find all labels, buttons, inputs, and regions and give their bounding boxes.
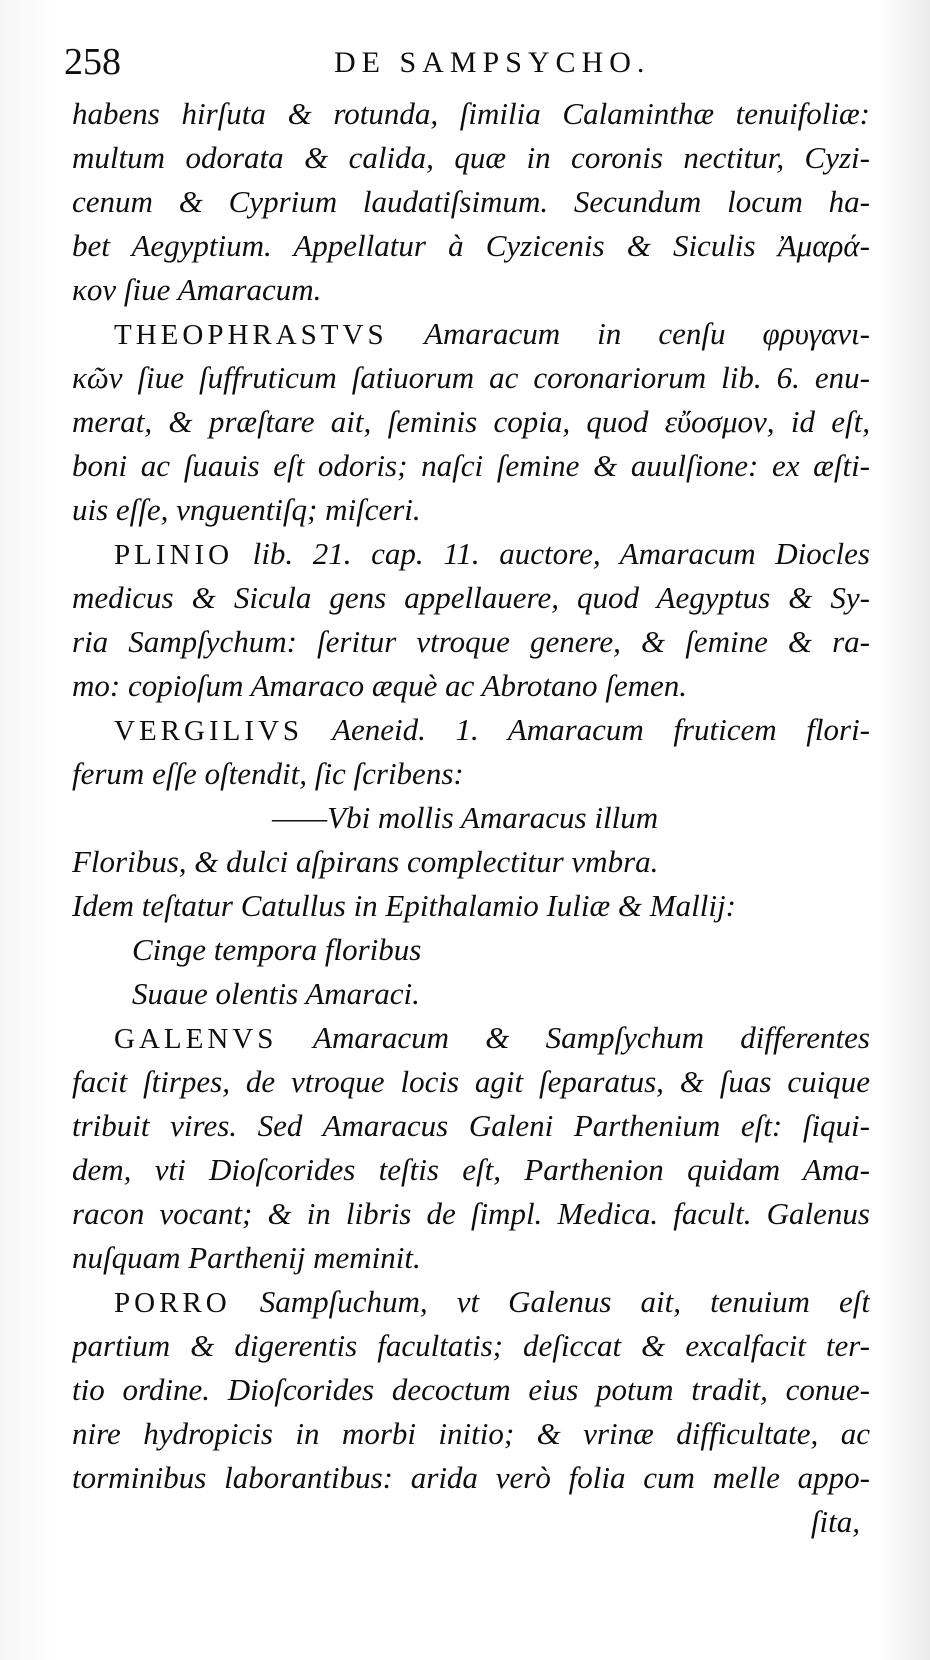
text-line: cenum & Cyprium laudatiſsimum. Secundum locum ha- [72,184,870,219]
text-line: tribuit vires. Sed Amaracus Galeni Parthenium eſt: ſiqui- [72,1108,870,1143]
text-line: tio ordine. Dioſcorides decoctum eius potum tradit, conue- [72,1372,870,1407]
paragraph-lead-word: VERGILIVS [114,715,304,747]
text-line: ferum eſſe oſtendit, ſic ſcribens: [72,756,464,791]
running-head: DE SAMPSYCHO. [334,46,651,79]
text-line: nire hydropicis in morbi initio; & vrinæ difficultate, ac [72,1416,870,1451]
verse-line: Cinge tempora floribus [132,932,422,967]
paragraph-lead-word: GALENVS [114,1023,278,1055]
paragraph-start: THEOPHRASTVS Amaracum in cenſu φρυγανι- [114,316,870,351]
text-line: torminibus laborantibus: arida verò folia cum melle appo- [72,1460,870,1495]
text-line: κον ſiue Amaracum. [72,272,322,307]
body-text [72,92,870,1544]
catchword: ſita, [810,1504,860,1539]
text-line: uis eſſe, vnguentiſq; miſceri. [72,492,421,527]
text-line: medicus & Sicula gens appellauere, quod Aegyptus & Sy- [72,580,870,615]
text-line: racon vocant; & in libris de ſimpl. Medica. facult. Galenus [72,1196,870,1231]
page-header [64,40,864,90]
verse-line: Suaue olentis Amaraci. [132,976,420,1011]
text-line: Idem teſtatur Catullus in Epithalamio Iuliæ & Mallij: [72,888,736,923]
paragraph-lead-word: PORRO [114,1287,231,1319]
text-line: dem, vti Dioſcorides teſtis eſt, Parthenion quidam Ama- [72,1152,870,1187]
text-line: ria Sampſychum: ſeritur vtroque genere, & ſemine & ra- [72,624,870,659]
paragraph-lead-word: PLINIO [114,539,234,571]
text-line: partium & digerentis facultatis; deſiccat & excalfacit ter- [72,1328,870,1363]
paragraph-start: GALENVS Amaracum & Sampſychum differentes [114,1020,870,1055]
paragraph-start: PORRO Sampſuchum, vt Galenus ait, tenuium eſt [114,1284,870,1319]
text-line: facit ſtirpes, de vtroque locis agit ſeparatus, & ſuas cuique [72,1064,870,1099]
text-line: κῶν ſiue ſuffruticum ſatiuorum ac coronariorum lib. 6. enu- [72,360,870,395]
page-number: 258 [64,41,121,83]
paragraph-start: PLINIO lib. 21. cap. 11. auctore, Amaracum Diocles [114,536,870,571]
verse-line: Floribus, & dulci aſpirans complectitur vmbra. [72,844,659,879]
text-line: boni ac ſuauis eſt odoris; naſci ſemine & auulſione: ex æſti- [72,448,870,483]
text-line: bet Aegyptium. Appellatur à Cyzicenis & Siculis Ἀμαρά- [72,228,870,263]
verse-line: ——Vbi mollis Amaracus illum [272,800,659,835]
text-line: multum odorata & calida, quæ in coronis nectitur, Cyzi- [72,140,870,175]
text-line: mo: copioſum Amaraco æquè ac Abrotano ſemen. [72,668,688,703]
text-line: nuſquam Parthenij meminit. [72,1240,421,1275]
text-line: merat, & præſtare ait, ſeminis copia, quod εὔοσμον, id eſt, [72,404,870,439]
paragraph-start: VERGILIVS Aeneid. 1. Amaracum fruticem flori- [114,712,870,747]
text-line: habens hirſuta & rotunda, ſimilia Calaminthæ tenuifoliæ: [72,96,870,131]
paragraph-lead-word: THEOPHRASTVS [114,319,388,351]
